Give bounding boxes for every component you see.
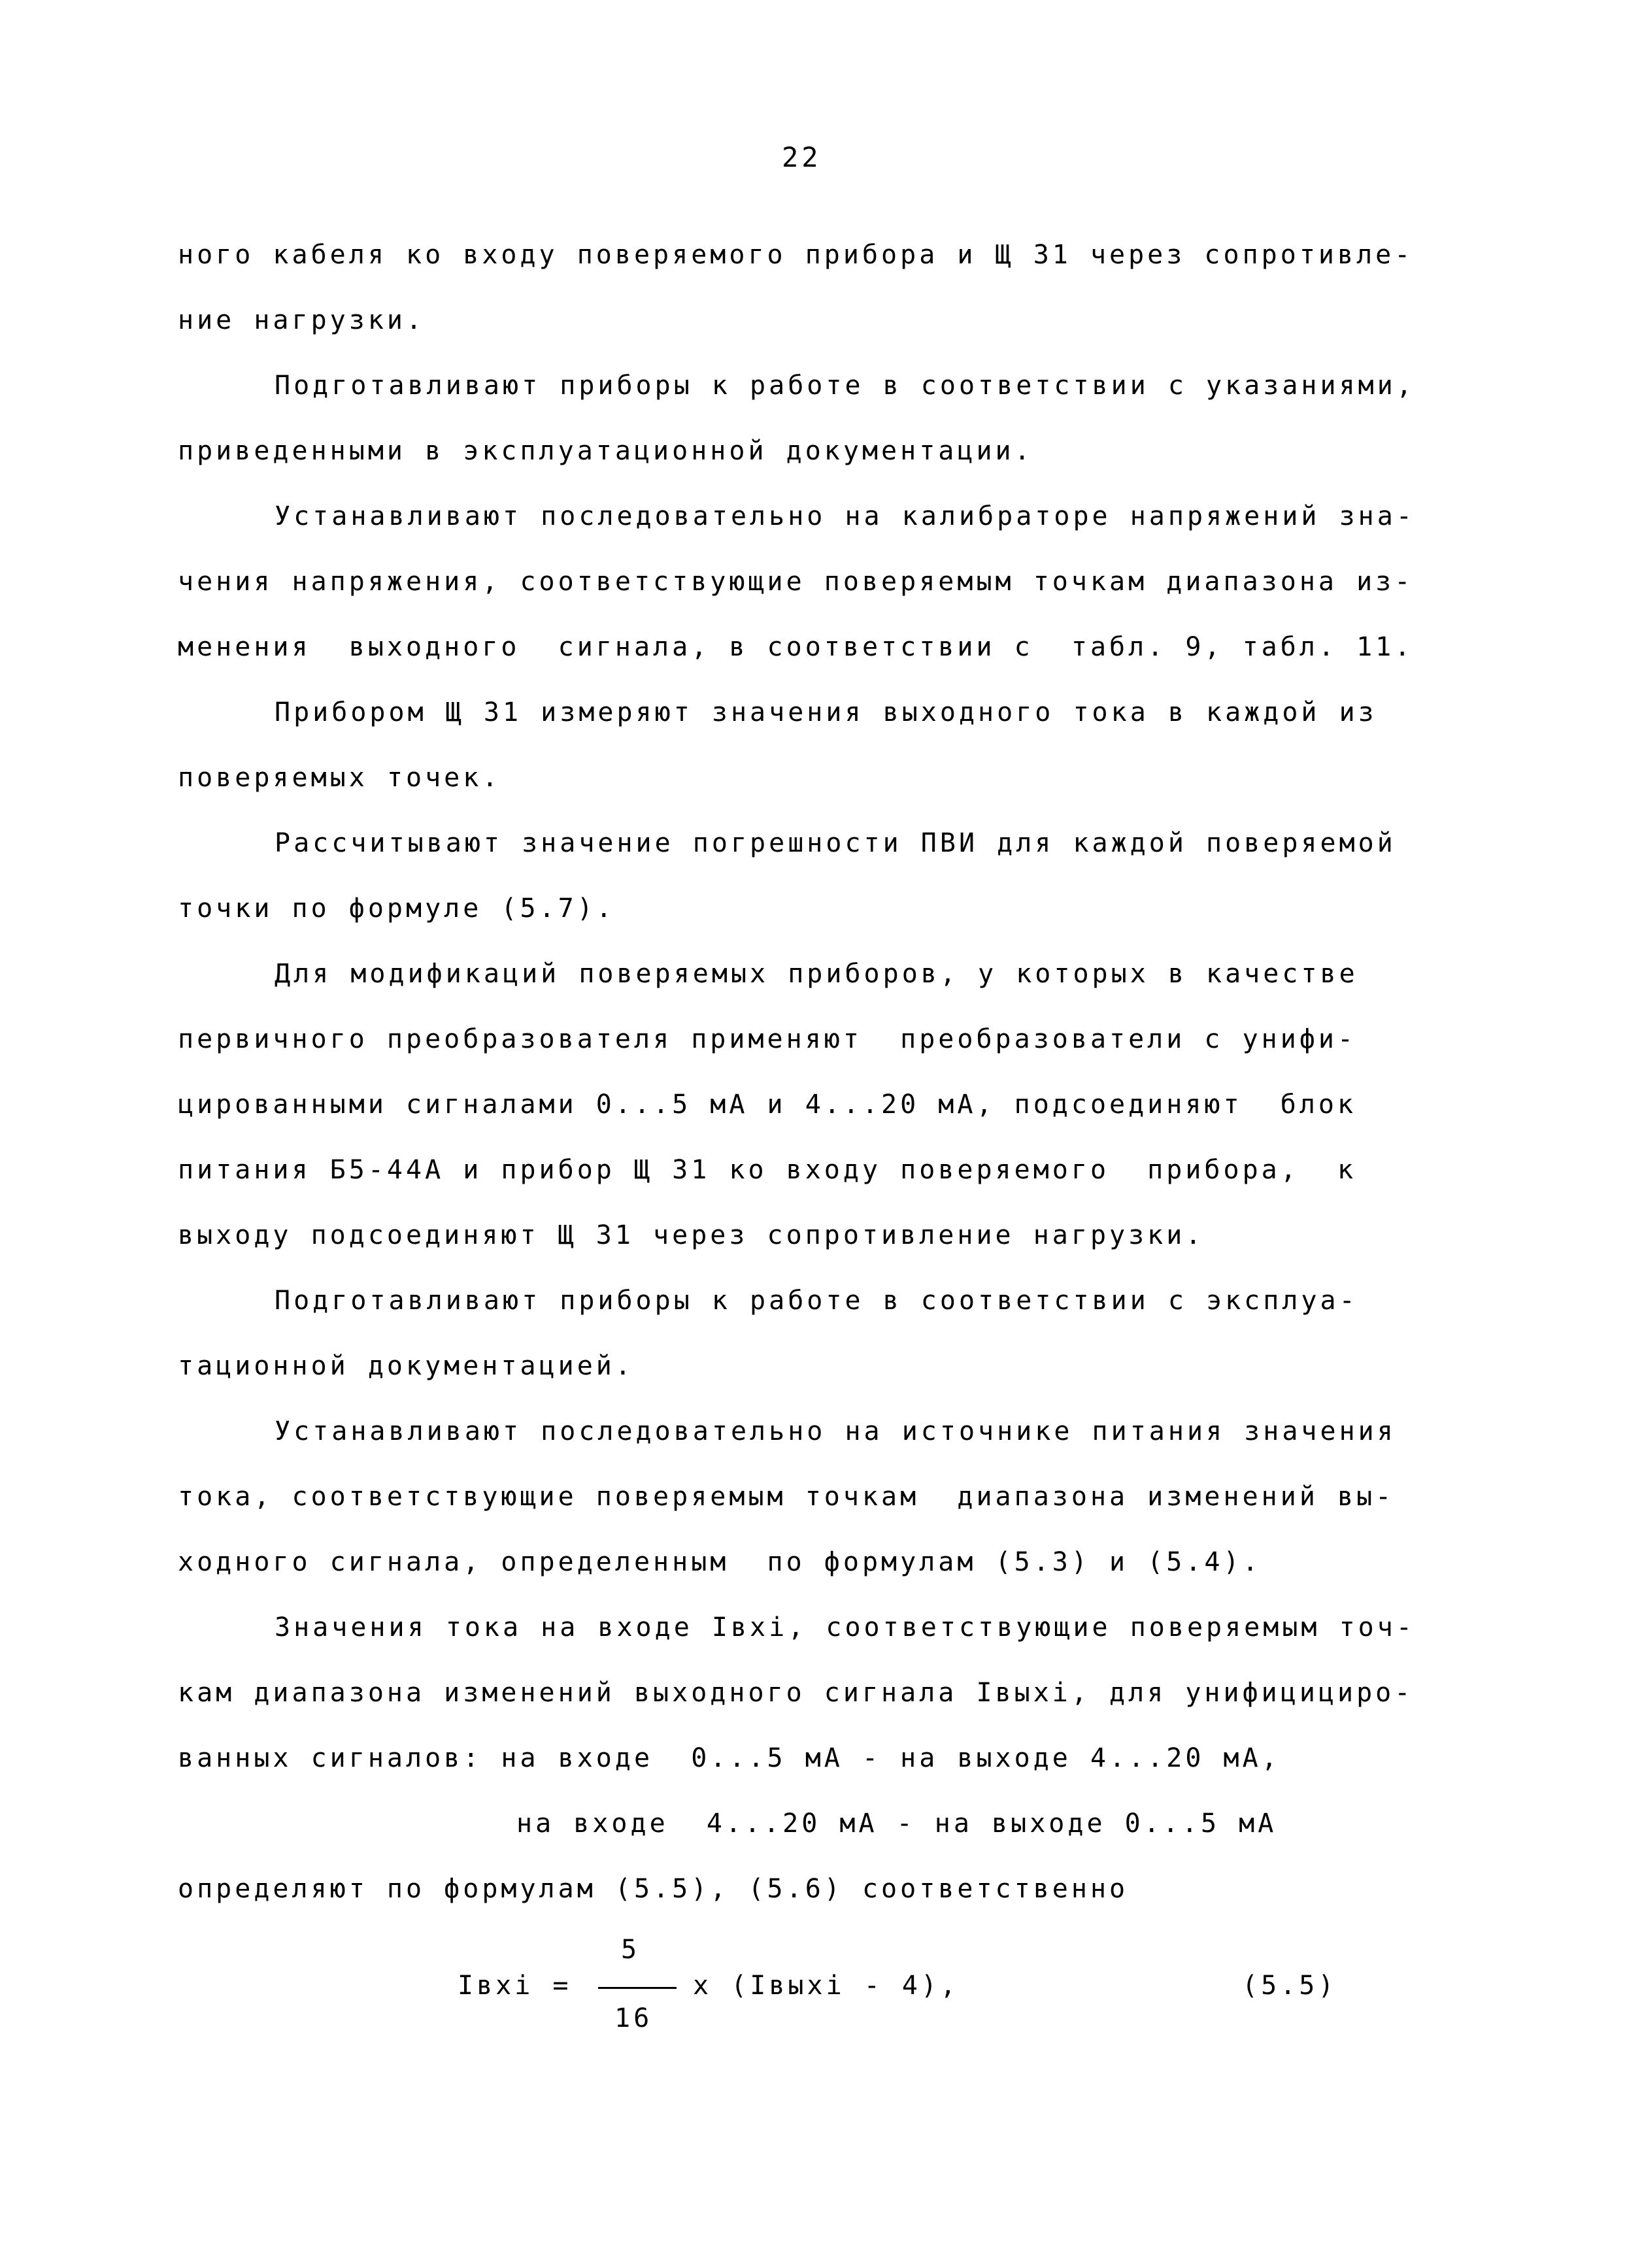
text-line: тока, соответствующие поверяемым точкам диапазона изменений вы- [178, 1482, 1395, 1512]
fraction-bar [598, 1987, 677, 1989]
formula-denominator: 16 [614, 2003, 653, 2033]
text-line: ние нагрузки. [178, 305, 426, 335]
formula-lhs: Iвхi = [458, 1971, 572, 2001]
text-line: Для модификаций поверяемых приборов, у которых в качестве [275, 959, 1358, 989]
text-line: Устанавливают последовательно на калибраторе напряжений зна- [275, 501, 1415, 531]
page-number: 22 [782, 141, 822, 173]
text-line: менения выходного сигнала, в соответствии с табл. 9, табл. 11. [178, 632, 1414, 662]
text-line: точки по формуле (5.7). [178, 893, 615, 924]
text-line: Прибором Щ 31 измеряют значения выходного тока в каждой из [275, 697, 1377, 727]
text-line: питания Б5-44А и прибор Щ 31 ко входу поверяемого прибора, к [178, 1155, 1357, 1185]
text-line: чения напряжения, соответствующие поверяемым точкам диапазона из- [178, 567, 1414, 597]
text-line: ходного сигнала, определенным по формулам (5.3) и (5.4). [178, 1547, 1262, 1577]
text-line: цированными сигналами 0...5 мА и 4...20 мА, подсоединяют блок [178, 1090, 1357, 1120]
text-line: Устанавливают последовательно на источнике питания значения [275, 1416, 1396, 1446]
text-line: поверяемых точек. [178, 763, 501, 793]
text-line: Рассчитывают значение погрешности ПВИ для каждой поверяемой [275, 828, 1396, 858]
text-line: на входе 4...20 мА - на выходе 0...5 мА [516, 1809, 1277, 1839]
text-line: приведенными в эксплуатационной документации. [178, 436, 1033, 466]
text-line: ного кабеля ко входу поверяемого прибора и Щ 31 через сопротивле- [178, 240, 1414, 270]
text-line: кам диапазона изменений выходного сигнала Iвыхi, для унифицициро- [178, 1678, 1414, 1708]
text-line: выходу подсоединяют Щ 31 через сопротивление нагрузки. [178, 1220, 1205, 1250]
text-line: тационной документацией. [178, 1351, 634, 1381]
text-line: Значения тока на входе Iвхi, соответствующие поверяемым точ- [275, 1612, 1415, 1643]
text-line: Подготавливают приборы к работе в соответствии с указаниями, [275, 371, 1415, 401]
text-line: ванных сигналов: на входе 0...5 мА - на выходе 4...20 мА, [178, 1743, 1281, 1773]
formula-number: (5.5) [1242, 1971, 1337, 2001]
text-line: определяют по формулам (5.5), (5.6) соответственно [178, 1874, 1129, 1904]
text-line: Подготавливают приборы к работе в соответствии с эксплуа- [275, 1286, 1358, 1316]
formula-rhs: x (Iвыхi - 4), [693, 1971, 960, 2001]
formula-numerator: 5 [621, 1935, 641, 1965]
text-line: первичного преобразователя применяют преобразователи с унифи- [178, 1024, 1357, 1054]
